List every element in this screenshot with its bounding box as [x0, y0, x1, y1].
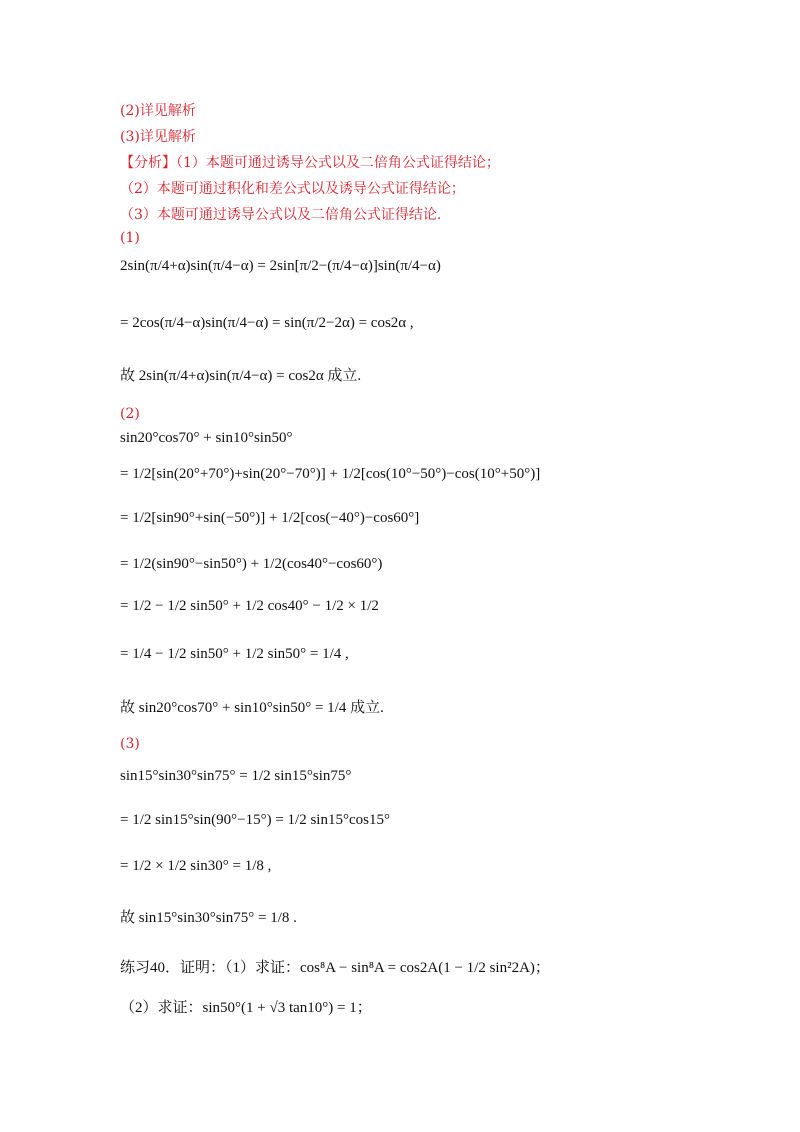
- text-line: = 1/2[sin(20°+70°)+sin(20°−70°)] + 1/2[cos(10°−50°)−cos(10°+50°)]: [120, 466, 541, 482]
- text-line: sin20°cos70° + sin10°sin50°: [120, 430, 293, 446]
- text-line: (3): [120, 736, 140, 752]
- text-line: = 1/2 − 1/2 sin50° + 1/2 cos40° − 1/2 × 1/2: [120, 598, 379, 614]
- text-line: 【分析】（1）本题可通过诱导公式以及二倍角公式证得结论；: [120, 155, 500, 171]
- text-line: = 1/2[sin90°+sin(−50°)] + 1/2[cos(−40°)−cos60°]: [120, 510, 420, 526]
- text-line: 故 sin15°sin30°sin75° = 1/8 .: [120, 910, 297, 926]
- text-line: (1): [120, 230, 140, 246]
- text-line: （2）本题可通过积化和差公式以及诱导公式证得结论；: [120, 181, 465, 197]
- text-line: = 1/2(sin90°−sin50°) + 1/2(cos40°−cos60°): [120, 556, 383, 572]
- text-line: = 1/4 − 1/2 sin50° + 1/2 sin50° = 1/4 ,: [120, 646, 349, 662]
- text-line: 练习40．证明：（1）求证：cos⁸A − sin⁸A = cos2A(1 − 1/2 sin²2A)；: [120, 960, 550, 976]
- text-line: （3）本题可通过诱导公式以及二倍角公式证得结论.: [120, 207, 442, 223]
- text-line: = 1/2 × 1/2 sin30° = 1/8 ,: [120, 858, 272, 874]
- text-line: (3)详见解析: [120, 129, 196, 145]
- text-line: （2）求证：sin50°(1 + √3 tan10°) = 1；: [120, 1000, 372, 1016]
- text-line: 故 2sin(π/4+α)sin(π/4−α) = cos2α 成立.: [120, 368, 362, 384]
- text-line: 2sin(π/4+α)sin(π/4−α) = 2sin[π/2−(π/4−α)]sin(π/4−α): [120, 258, 441, 274]
- text-line: (2)详见解析: [120, 103, 196, 119]
- text-line: = 2cos(π/4−α)sin(π/4−α) = sin(π/2−2α) = cos2α ,: [120, 315, 414, 331]
- text-line: 故 sin20°cos70° + sin10°sin50° = 1/4 成立.: [120, 700, 384, 716]
- text-line: (2): [120, 406, 140, 422]
- text-line: sin15°sin30°sin75° = 1/2 sin15°sin75°: [120, 768, 352, 784]
- text-line: = 1/2 sin15°sin(90°−15°) = 1/2 sin15°cos15°: [120, 812, 390, 828]
